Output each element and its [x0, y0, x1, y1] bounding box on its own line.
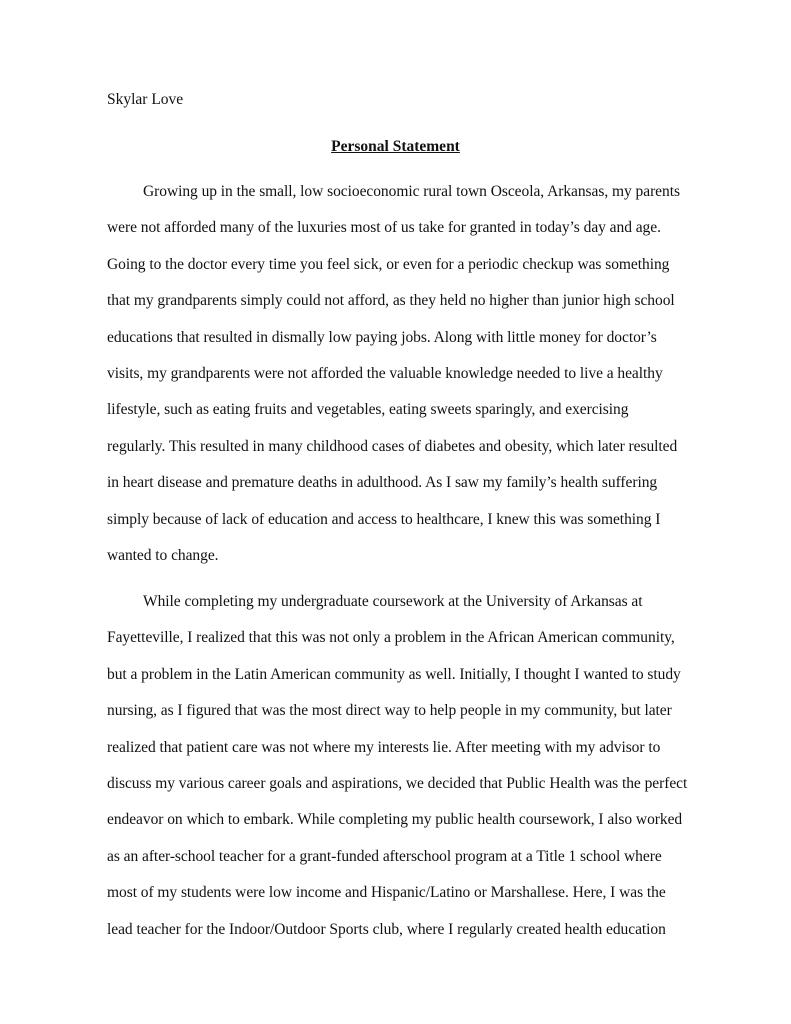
paragraph-2-line: While completing my undergraduate coursework at the University of Arkansas at — [143, 593, 643, 610]
paragraph-2-line: lead teacher for the Indoor/Outdoor Sports club, where I regularly created health education — [107, 921, 666, 938]
paragraph-1-line: visits, my grandparents were not afforded the valuable knowledge needed to live a healthy — [107, 365, 663, 382]
paragraph-2-line: endeavor on which to embark. While completing my public health coursework, I also worked — [107, 811, 683, 828]
paragraph-1-line: simply because of lack of education and access to healthcare, I knew this was something I — [107, 511, 661, 528]
paragraph-1-line: Going to the doctor every time you feel sick, or even for a periodic checkup was something — [107, 256, 670, 273]
paragraph-2-line: Fayetteville, I realized that this was not only a problem in the African American community, — [107, 629, 675, 646]
paragraph-1-line: that my grandparents simply could not afford, as they held no higher than junior high school — [107, 292, 675, 309]
paragraph-2-line: discuss my various career goals and aspirations, we decided that Public Health was the perfect — [107, 775, 688, 792]
paragraph-1-line: wanted to change. — [107, 547, 219, 564]
paragraph-2-line: but a problem in the Latin American community as well. Initially, I thought I wanted to study — [107, 666, 681, 683]
paragraph-2-line: nursing, as I figured that was the most direct way to help people in my community, but later — [107, 702, 672, 719]
paragraph-1-line: lifestyle, such as eating fruits and vegetables, eating sweets sparingly, and exercising — [107, 401, 629, 418]
paragraph-1-line: regularly. This resulted in many childhood cases of diabetes and obesity, which later resulted — [107, 438, 678, 455]
author-name: Skylar Love — [107, 91, 184, 108]
paragraph-2-line: most of my students were low income and Hispanic/Latino or Marshallese. Here, I was the — [107, 884, 666, 901]
paragraph-1-line: Growing up in the small, low socioeconomic rural town Osceola, Arkansas, my parents — [143, 183, 680, 200]
paragraph-1-line: in heart disease and premature deaths in adulthood. As I saw my family’s health suffering — [107, 474, 658, 491]
paragraph-1-line: educations that resulted in dismally low paying jobs. Along with little money for doctor’s — [107, 329, 657, 346]
paragraph-1-line: were not afforded many of the luxuries most of us take for granted in today’s day and age. — [107, 219, 661, 236]
paragraph-2-line: realized that patient care was not where my interests lie. After meeting with my advisor to — [107, 739, 661, 756]
paragraph-2-line: as an after-school teacher for a grant-funded afterschool program at a Title 1 school where — [107, 848, 662, 865]
document-title: Personal Statement — [331, 138, 460, 155]
